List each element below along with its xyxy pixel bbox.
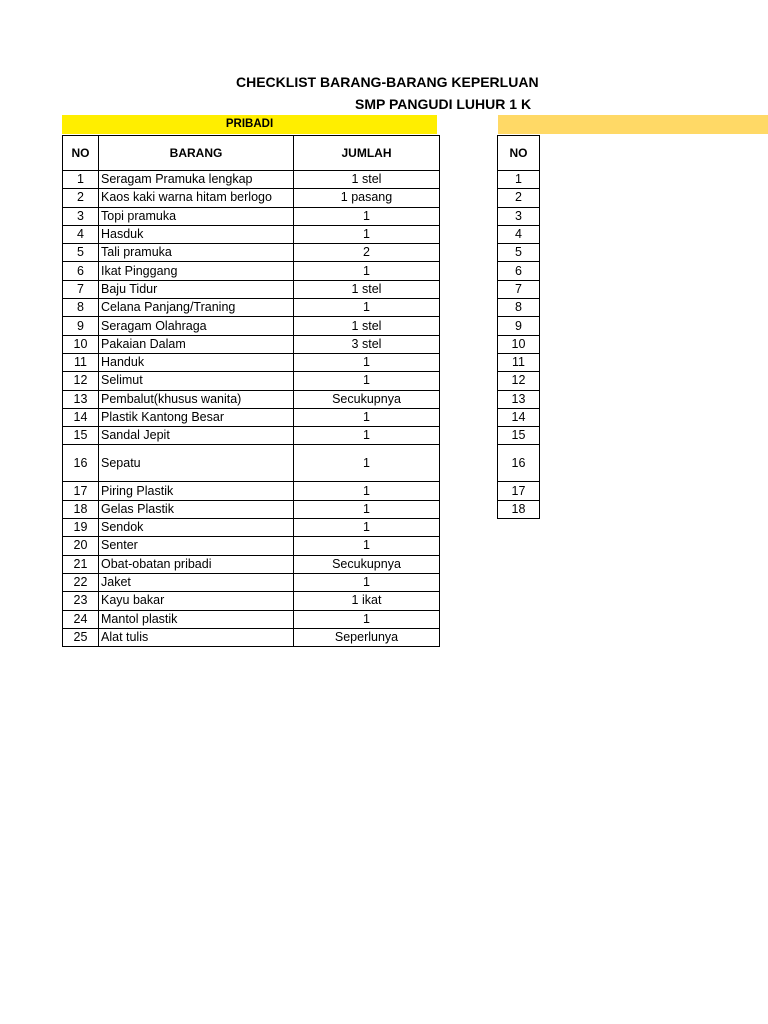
- title-line-2: SMP PANGUDI LUHUR 1 K: [355, 96, 532, 112]
- cell-barang: Kayu bakar: [99, 592, 294, 610]
- pribadi-table: [62, 135, 440, 647]
- cell-no: 2: [63, 189, 99, 207]
- cell-no: 7: [63, 280, 99, 298]
- cell-jumlah: 1 ikat: [294, 592, 440, 610]
- table-row: [63, 189, 440, 207]
- table-row: [63, 482, 440, 500]
- table-row: [63, 445, 440, 482]
- cell-no: 13: [63, 390, 99, 408]
- cell-jumlah: 1: [294, 207, 440, 225]
- cell-barang: Sendok: [99, 519, 294, 537]
- cell-no: 19: [63, 519, 99, 537]
- cell-no: 4: [63, 225, 99, 243]
- cell-jumlah: 1: [294, 299, 440, 317]
- cell-no: 16: [63, 445, 99, 482]
- table-row: [63, 207, 440, 225]
- title-line-1: CHECKLIST BARANG-BARANG KEPERLUAN: [236, 74, 539, 90]
- cell-no: 5: [498, 244, 540, 262]
- cell-barang: Celana Panjang/Traning: [99, 299, 294, 317]
- cell-no: 21: [63, 555, 99, 573]
- table-row: [498, 207, 540, 225]
- right-table: [497, 135, 540, 519]
- table-row: [498, 244, 540, 262]
- cell-jumlah: 3 stel: [294, 335, 440, 353]
- cell-barang: Sandal Jepit: [99, 427, 294, 445]
- table-row: [63, 519, 440, 537]
- table-row: [63, 537, 440, 555]
- table-row: [498, 445, 540, 482]
- cell-no: 10: [63, 335, 99, 353]
- col-header-no: NO: [498, 136, 540, 171]
- cell-barang: Plastik Kantong Besar: [99, 408, 294, 426]
- cell-barang: Baju Tidur: [99, 280, 294, 298]
- cell-jumlah: 1: [294, 519, 440, 537]
- cell-no: 12: [63, 372, 99, 390]
- table-row: [498, 262, 540, 280]
- table-row: [63, 573, 440, 591]
- cell-jumlah: 1 stel: [294, 171, 440, 189]
- table-row: [63, 592, 440, 610]
- cell-jumlah: 1: [294, 500, 440, 518]
- section-header-right: [498, 115, 768, 134]
- cell-no: 8: [498, 299, 540, 317]
- table-row: [498, 171, 540, 189]
- table-row: [63, 610, 440, 628]
- table-row: [63, 555, 440, 573]
- table-row: [498, 225, 540, 243]
- cell-no: 9: [498, 317, 540, 335]
- cell-no: 18: [63, 500, 99, 518]
- cell-jumlah: 1 stel: [294, 280, 440, 298]
- table-row: [63, 372, 440, 390]
- cell-barang: Piring Plastik: [99, 482, 294, 500]
- cell-jumlah: 1: [294, 610, 440, 628]
- cell-barang: Seragam Pramuka lengkap: [99, 171, 294, 189]
- cell-barang: Pembalut(khusus wanita): [99, 390, 294, 408]
- table-row: [63, 299, 440, 317]
- table-row: [498, 189, 540, 207]
- table-row: [63, 390, 440, 408]
- cell-barang: Mantol plastik: [99, 610, 294, 628]
- cell-no: 17: [63, 482, 99, 500]
- cell-no: 24: [63, 610, 99, 628]
- cell-no: 12: [498, 372, 540, 390]
- cell-jumlah: 1 stel: [294, 317, 440, 335]
- cell-no: 22: [63, 573, 99, 591]
- cell-no: 16: [498, 445, 540, 482]
- cell-no: 2: [498, 189, 540, 207]
- cell-no: 7: [498, 280, 540, 298]
- cell-jumlah: 1: [294, 573, 440, 591]
- cell-no: 3: [63, 207, 99, 225]
- section-header-pribadi: PRIBADI: [62, 115, 437, 134]
- table-row: [498, 280, 540, 298]
- table-row: [498, 372, 540, 390]
- cell-jumlah: 1: [294, 408, 440, 426]
- cell-barang: Seragam Olahraga: [99, 317, 294, 335]
- pribadi-table-body: [63, 171, 440, 647]
- cell-no: 25: [63, 628, 99, 646]
- table-row: [63, 500, 440, 518]
- table-row: [498, 482, 540, 500]
- cell-no: 9: [63, 317, 99, 335]
- cell-jumlah: 2: [294, 244, 440, 262]
- cell-jumlah: 1 pasang: [294, 189, 440, 207]
- cell-barang: Alat tulis: [99, 628, 294, 646]
- cell-no: 14: [63, 408, 99, 426]
- table-row: [63, 408, 440, 426]
- table-row: [498, 390, 540, 408]
- cell-barang: Obat-obatan pribadi: [99, 555, 294, 573]
- cell-barang: Kaos kaki warna hitam berlogo: [99, 189, 294, 207]
- cell-no: 3: [498, 207, 540, 225]
- cell-no: 5: [63, 244, 99, 262]
- cell-barang: Pakaian Dalam: [99, 335, 294, 353]
- cell-no: 6: [498, 262, 540, 280]
- table-row: [498, 299, 540, 317]
- cell-jumlah: 1: [294, 262, 440, 280]
- cell-no: 10: [498, 335, 540, 353]
- cell-no: 17: [498, 482, 540, 500]
- cell-jumlah: 1: [294, 537, 440, 555]
- cell-jumlah: 1: [294, 427, 440, 445]
- cell-barang: Tali pramuka: [99, 244, 294, 262]
- cell-no: 15: [63, 427, 99, 445]
- table-row: [498, 317, 540, 335]
- col-header-barang: BARANG: [99, 136, 294, 171]
- table-row: [498, 335, 540, 353]
- table-row: [63, 244, 440, 262]
- cell-barang: Gelas Plastik: [99, 500, 294, 518]
- cell-jumlah: 1: [294, 445, 440, 482]
- table-row: [498, 500, 540, 518]
- cell-no: 23: [63, 592, 99, 610]
- table-row: [63, 335, 440, 353]
- cell-no: 1: [63, 171, 99, 189]
- cell-no: 11: [63, 353, 99, 371]
- cell-barang: Senter: [99, 537, 294, 555]
- cell-barang: Topi pramuka: [99, 207, 294, 225]
- table-row: [63, 262, 440, 280]
- table-row: [498, 408, 540, 426]
- cell-no: 8: [63, 299, 99, 317]
- table-row: [63, 317, 440, 335]
- table-header-row: [63, 136, 440, 171]
- table-row: [63, 353, 440, 371]
- table-row: [63, 171, 440, 189]
- table-row: [498, 353, 540, 371]
- cell-barang: Selimut: [99, 372, 294, 390]
- cell-jumlah: 1: [294, 482, 440, 500]
- right-table-body: [498, 171, 540, 519]
- cell-jumlah: 1: [294, 372, 440, 390]
- cell-barang: Sepatu: [99, 445, 294, 482]
- cell-barang: Handuk: [99, 353, 294, 371]
- cell-jumlah: 1: [294, 353, 440, 371]
- cell-barang: Ikat Pinggang: [99, 262, 294, 280]
- cell-no: 6: [63, 262, 99, 280]
- cell-jumlah: Secukupnya: [294, 555, 440, 573]
- table-row: [63, 427, 440, 445]
- cell-jumlah: Secukupnya: [294, 390, 440, 408]
- cell-jumlah: Seperlunya: [294, 628, 440, 646]
- table-row: [63, 280, 440, 298]
- cell-no: 1: [498, 171, 540, 189]
- cell-no: 14: [498, 408, 540, 426]
- cell-barang: Hasduk: [99, 225, 294, 243]
- cell-no: 11: [498, 353, 540, 371]
- table-row: [498, 427, 540, 445]
- table-header-row: [498, 136, 540, 171]
- cell-jumlah: 1: [294, 225, 440, 243]
- cell-no: 20: [63, 537, 99, 555]
- col-header-jumlah: JUMLAH: [294, 136, 440, 171]
- cell-no: 4: [498, 225, 540, 243]
- col-header-no: NO: [63, 136, 99, 171]
- cell-no: 13: [498, 390, 540, 408]
- table-row: [63, 628, 440, 646]
- cell-no: 15: [498, 427, 540, 445]
- cell-no: 18: [498, 500, 540, 518]
- table-row: [63, 225, 440, 243]
- cell-barang: Jaket: [99, 573, 294, 591]
